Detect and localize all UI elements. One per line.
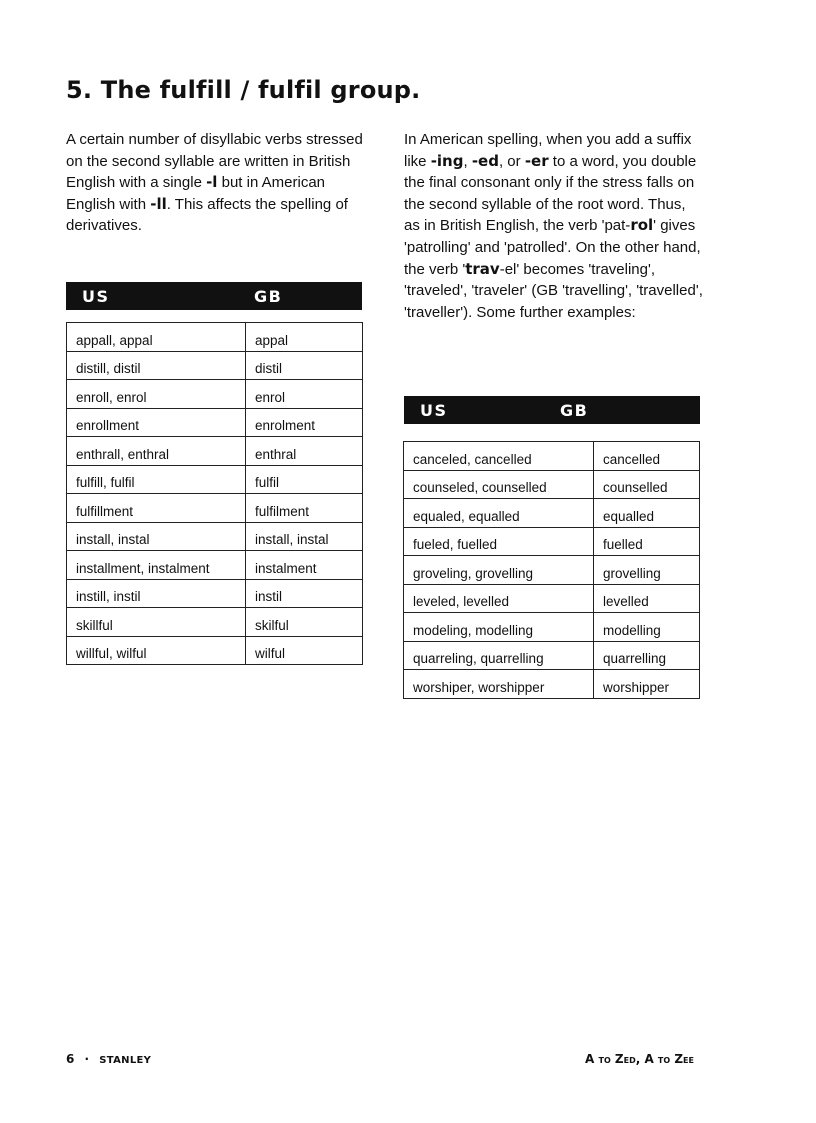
us-spelling-cell: distill, distil (67, 351, 246, 380)
us-spelling-cell: willful, wilful (67, 636, 246, 665)
single-l-emphasis: -l (206, 173, 218, 192)
stress-trav: trav (465, 259, 500, 278)
gb-spelling-cell: fulfilment (246, 494, 363, 523)
page-number: 6 (66, 1052, 75, 1066)
us-spelling-cell: quarreling, quarrelling (404, 641, 594, 670)
gb-spelling-cell: cancelled (594, 442, 700, 471)
book-title: A to Zed, A to Zee (585, 1052, 694, 1066)
table2-header (404, 396, 700, 424)
gb-spelling-cell: equalled (594, 499, 700, 528)
table-row (404, 470, 700, 499)
footer-separator: · (84, 1052, 90, 1066)
publisher-name: STANLEY (99, 1055, 152, 1066)
gb-spelling-cell: install, instal (246, 522, 363, 551)
gb-spelling-cell: instalment (246, 551, 363, 580)
us-spelling-cell: fueled, fuelled (404, 527, 594, 556)
table-row (404, 670, 700, 699)
table-row (404, 613, 700, 642)
suffix-ing: -ing (430, 151, 464, 170)
us-gb-table-1 (66, 322, 363, 665)
gb-spelling-cell: wilful (246, 636, 363, 665)
us-spelling-cell: equaled, equalled (404, 499, 594, 528)
table2-header-us: US (420, 401, 448, 420)
table-row (67, 579, 363, 608)
gb-spelling-cell: levelled (594, 584, 700, 613)
us-spelling-cell: modeling, modelling (404, 613, 594, 642)
us-spelling-cell: counseled, counselled (404, 470, 594, 499)
gb-spelling-cell: enthral (246, 437, 363, 466)
gb-spelling-cell: counselled (594, 470, 700, 499)
suffix-er: -er (524, 151, 549, 170)
page-title: 5. The fulfill / fulfil group. (66, 76, 421, 104)
us-spelling-cell: install, instal (67, 522, 246, 551)
table-row (67, 437, 363, 466)
us-spelling-cell: worshiper, worshipper (404, 670, 594, 699)
us-spelling-cell: instill, instil (67, 579, 246, 608)
table-row (67, 636, 363, 665)
table1-header (66, 282, 362, 310)
gb-spelling-cell: quarrelling (594, 641, 700, 670)
gb-spelling-cell: fulfil (246, 465, 363, 494)
footer-page-info (66, 1052, 151, 1066)
table-row (404, 499, 700, 528)
gb-spelling-cell: instil (246, 579, 363, 608)
table-row (67, 323, 363, 352)
table1-header-gb: GB (254, 287, 283, 306)
gb-spelling-cell: appal (246, 323, 363, 352)
gb-spelling-cell: worshipper (594, 670, 700, 699)
us-spelling-cell: appall, appal (67, 323, 246, 352)
table2-header-gb: GB (560, 401, 589, 420)
gb-spelling-cell: skilful (246, 608, 363, 637)
gb-spelling-cell: grovelling (594, 556, 700, 585)
table-row (67, 551, 363, 580)
table-row (67, 608, 363, 637)
us-gb-table-2 (403, 441, 700, 699)
us-spelling-cell: skillful (67, 608, 246, 637)
us-spelling-cell: canceled, cancelled (404, 442, 594, 471)
gb-spelling-cell: enrol (246, 380, 363, 409)
table-row (67, 351, 363, 380)
table-row (404, 584, 700, 613)
table-row (67, 380, 363, 409)
table-row (404, 641, 700, 670)
gb-spelling-cell: modelling (594, 613, 700, 642)
gb-spelling-cell: fuelled (594, 527, 700, 556)
suffix-ed: -ed (471, 151, 499, 170)
table-row (67, 408, 363, 437)
left-paragraph: A certain number of disyllabic verbs stressed on the second syllable are written in British English with a single -l but in American English with -ll. This affects the spelling of derivatives. (66, 131, 363, 235)
us-spelling-cell: enrollment (67, 408, 246, 437)
table-row (67, 522, 363, 551)
table1-header-us: US (82, 287, 110, 306)
us-spelling-cell: fulfillment (67, 494, 246, 523)
us-spelling-cell: fulfill, fulfil (67, 465, 246, 494)
gb-spelling-cell: distil (246, 351, 363, 380)
table-row (404, 442, 700, 471)
us-spelling-cell: enthrall, enthral (67, 437, 246, 466)
table-row (404, 556, 700, 585)
us-spelling-cell: installment, instalment (67, 551, 246, 580)
right-paragraph: In American spelling, when you add a suffix like -ing, -ed, or -er to a word, you double the final consonant only if the stress falls on the second syllable of the root word. Thus, as in British English, the verb 'pat-rol' gives 'patrolling' and 'patrolled'. On the other hand, the verb 'trav-el' becomes 'traveling', 'traveled', 'traveler' (GB 'travelling', 'travelled', 'traveller'). Some further examples: (404, 131, 703, 321)
table-row (404, 527, 700, 556)
gb-spelling-cell: enrolment (246, 408, 363, 437)
stress-rol: rol (630, 216, 654, 235)
us-spelling-cell: enroll, enrol (67, 380, 246, 409)
us-spelling-cell: groveling, grovelling (404, 556, 594, 585)
table-row (67, 494, 363, 523)
table-row (67, 465, 363, 494)
us-spelling-cell: leveled, levelled (404, 584, 594, 613)
double-l-emphasis: -ll (150, 194, 167, 213)
